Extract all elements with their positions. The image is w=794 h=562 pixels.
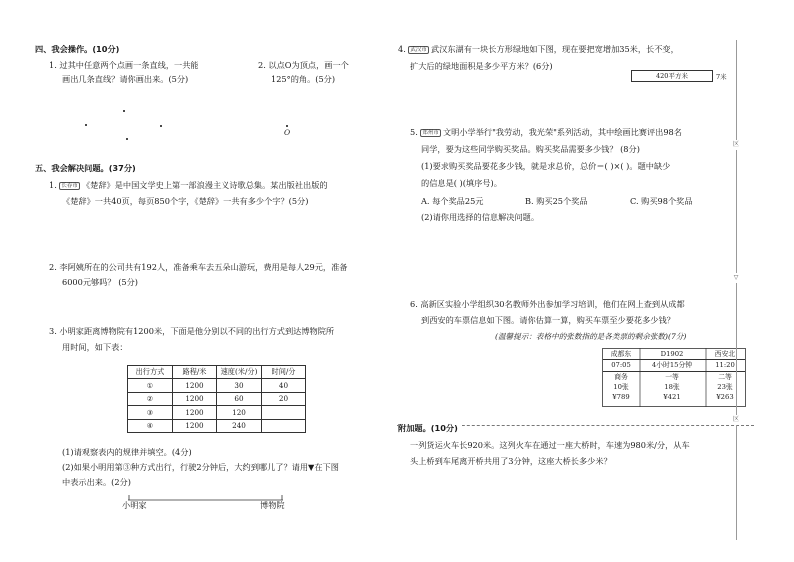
right-q4-line2: 扩大后的绿地面积是多少平方米？(6分) (410, 61, 553, 71)
table-cell: ④ (128, 419, 173, 432)
table-header: 时间/分 (262, 366, 306, 379)
drawing-point (85, 124, 87, 126)
sec4-q2-line1: 2. 以点O为顶点，画一个 (258, 60, 349, 70)
sec5-q2-line2: 6000元够吗？ (5分) (62, 277, 138, 287)
question-text: 文明小学举行"我劳动，我光荣"系列活动，其中绘画比赛评出98名 (442, 127, 682, 137)
sec5-q3-sub2-line2: 中表示出来。(2分) (62, 477, 131, 487)
area-label: 420平方米 (656, 72, 688, 80)
departure-time: 07:05 (611, 361, 631, 370)
question-number: 4. (398, 44, 406, 54)
seat-price: ¥421 (663, 393, 681, 402)
travel-duration: 4小时15分钟 (651, 361, 693, 370)
table-cell: ① (128, 379, 173, 392)
side-label: 7米 (716, 73, 727, 81)
region-tag: 郑州市 (422, 130, 439, 136)
question-number: 5. (410, 127, 418, 137)
train-number: D1902 (660, 350, 684, 358)
region-tag: 武汉市 (410, 47, 427, 53)
right-q6-line2: 到西安的车票信息如下图。请你估算一算，购买车票至少要花多少钱？ (421, 315, 675, 325)
margin-mark: 区 (732, 416, 739, 423)
sec4-q1-line2: 画出几条直线？请你画出来。(5分) (62, 74, 189, 84)
arrival-station: 西安北 (714, 350, 736, 358)
bonus-line2: 头上桥到车尾离开桥共用了3分钟，这座大桥长多少米？ (410, 456, 612, 466)
binding-margin-line (736, 40, 737, 540)
drawing-point (160, 125, 162, 127)
table-row (128, 419, 306, 432)
margin-mark: 区 (732, 141, 739, 148)
table-cell: 60 (217, 392, 262, 405)
right-q5-sub2: (2)请你用选择的信息解决问题。 (421, 212, 540, 222)
table-cell: 40 (262, 379, 306, 392)
sec5-q2-line1: 2. 李阿姨所在的公司共有192人，准备乘车去五朵山游玩，费用是每人29元，准备 (49, 262, 348, 272)
question-text: 武汉东湖有一块长方形绿地如下图，现在要把宽增加35米，长不变， (430, 44, 679, 54)
bonus-line1: 一列货运火车长920米。这列火车在通过一座大桥时，车速为980米/分，从车 (410, 440, 690, 450)
sec5-q1-line1 (49, 180, 328, 191)
section4-title: 四、我会操作。(10分) (35, 44, 120, 54)
sec5-q3-sub1: (1)请观察表内的规律并填空。(4分) (62, 447, 192, 457)
table-header: 速度(米/分) (217, 366, 262, 379)
ticket-table-frame (602, 348, 748, 408)
seat-price: ¥789 (612, 393, 630, 402)
option-c[interactable]: C. 购买98个奖品 (630, 196, 693, 206)
table-cell: 240 (217, 419, 262, 432)
sec4-q2-line2: 125°的角。(5分) (271, 74, 336, 84)
question-number: 1. (49, 180, 57, 190)
table-header-row (128, 366, 306, 379)
table-cell: 1200 (173, 379, 217, 392)
region-tag: 长春市 (61, 183, 78, 189)
table-cell: 30 (217, 379, 262, 392)
sec4-q1-line1: 1. 过其中任意两个点画一条直线，一共能 (49, 60, 199, 70)
option-b[interactable]: B. 购买25个奖品 (525, 196, 588, 206)
sec5-q3-line1: 3. 小明家距离博物院有1200米，下面是他分别以不同的出行方式到达博物院所 (49, 326, 335, 336)
table-header: 出行方式 (128, 366, 173, 379)
seat-class: 一等 (665, 372, 679, 381)
table-header: 路程/米 (173, 366, 217, 379)
margin-mark: ▽ (731, 273, 741, 283)
museum-label: 博物院 (260, 500, 285, 510)
table-row (128, 379, 306, 392)
seat-count: 18张 (664, 382, 680, 391)
sec5-q1-line2: 《楚辞》一共40页，每页850个字，《楚辞》一共有多少个字？(5分) (62, 196, 309, 206)
arrival-time: 11:20 (715, 361, 735, 370)
right-q5-sub1: (1)要求购买奖品要花多少钱，就是求总价，总价＝( )×( )。题中缺少 (421, 161, 671, 171)
drawing-point (126, 138, 128, 140)
home-label: 小明家 (122, 500, 147, 510)
vertex-label: O (284, 128, 291, 137)
bonus-title: 附加题。(10分) (398, 423, 462, 434)
right-q6-hint: (温馨提示：表格中的张数指的是各类票的剩余张数)(7分) (495, 332, 687, 341)
sec5-q3-line2: 用时间，如下表： (62, 342, 128, 352)
drawing-point (123, 110, 125, 112)
table-cell-blank[interactable] (262, 419, 306, 432)
right-q4-line1 (398, 44, 679, 55)
right-q6-line1: 6. 高新区实验小学组织30名教师外出参加学习培训，他们在网上查到从成都 (410, 299, 685, 309)
right-q5-line2: 同学，要为这些同学购买奖品。购买奖品需要多少钱？ (8分) (421, 144, 640, 154)
seat-class: 二等 (718, 372, 732, 381)
question-text: 《楚辞》是中国文学史上第一部浪漫主义诗歌总集。某出版社出版的 (81, 180, 328, 190)
table-cell: ② (128, 392, 173, 405)
right-q5-sub1b: 的信息是( )(填序号)。 (421, 178, 502, 188)
seat-count: 23张 (717, 382, 733, 391)
right-q5-line1 (410, 127, 682, 138)
table-cell: 20 (262, 392, 306, 405)
table-cell: 1200 (173, 419, 217, 432)
departure-station: 成都东 (610, 350, 632, 358)
section5-title: 五、我会解决问题。(37分) (35, 163, 136, 173)
table-cell: 1200 (173, 406, 217, 419)
table-row (128, 392, 306, 405)
sec5-q3-sub2-line1: (2)如果小明用第③种方式出行，行驶2分钟后，大约到哪儿了？请用▼在下图 (62, 462, 339, 472)
seat-count: 10张 (613, 382, 629, 391)
table-row (128, 406, 306, 419)
seat-class: 商务 (614, 372, 628, 381)
travel-table (127, 365, 306, 433)
table-cell-blank[interactable] (262, 406, 306, 419)
table-cell: 120 (217, 406, 262, 419)
table-cell: ③ (128, 406, 173, 419)
option-a[interactable]: A. 每个奖品25元 (421, 196, 484, 206)
area-rectangle (631, 70, 713, 82)
table-cell: 1200 (173, 392, 217, 405)
seat-price: ¥263 (716, 393, 734, 402)
